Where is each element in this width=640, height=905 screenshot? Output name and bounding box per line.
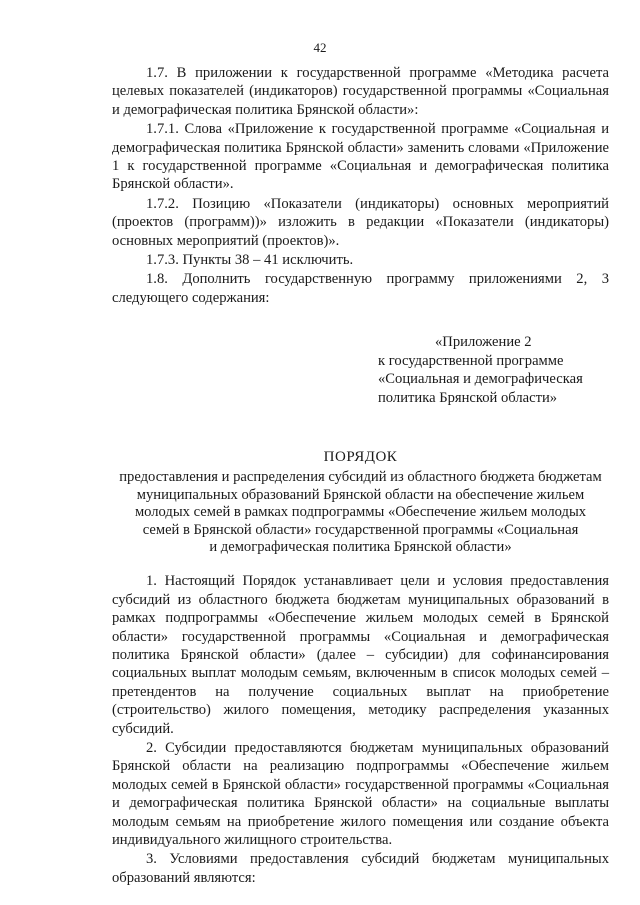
page-number: 42 [313,40,327,55]
appendix-line: к государственной программе [378,352,564,369]
body-paragraph-1: 1. Настоящий Порядок устанавливает цели и условия предоставления субсидий из областного бюджета бюджетам муниципальных образований в рамках подпрограммы «Обеспечение жильем молодых семей в Брянской области» государственной программы «Социальная и демографическая политика Брянской области» (далее – субсидии) для софинансирования социальных выплат молодым семьям, включенным в список молодых семей – претендентов на получение социальных выплат на приобретение (строительство) жилого помещения, методику распределения указанных субсидий. [112,573,609,737]
heading-subtitle-line: и демографическая политика Брянской области» [209,538,512,555]
heading-subtitle-line: муниципальных образований Брянской области на обеспечение жильем [136,486,585,503]
appendix-line: политика Брянской области» [378,389,558,406]
heading-subtitle-line: предоставления и распределения субсидий из областного бюджета бюджетам [119,469,602,486]
heading-title: ПОРЯДОК [323,448,398,465]
heading-subtitle-line: семей в Брянской области» государственной программы «Социальная [142,521,579,538]
appendix-line: «Социальная и демографическая [378,371,583,388]
order-body [112,572,609,887]
order-heading [112,448,609,556]
intro-section [112,64,609,307]
body-paragraph-3: 3. Условиями предоставления субсидий бюджетам муниципальных образований являются: [112,851,609,886]
document-content [112,64,609,887]
paragraph-1-7: 1.7. В приложении к государственной программе «Методика расчета целевых показателей (индикаторов) государственной программы «Социальная и демографическая политика Брянской области»: [112,65,609,118]
appendix-line: «Приложение 2 [435,334,532,351]
paragraph-1-7-3: 1.7.3. Пункты 38 – 41 исключить. [146,252,354,269]
body-paragraph-2: 2. Субсидии предоставляются бюджетам муниципальных образований Брянской области на реализацию подпрограммы «Обеспечение жильем молодых семей в Брянской области» государственной программы «Социальная и демографическая политика Брянской области» на социальные выплаты молодым семьям на приобретение жилого помещения или создание объекта индивидуального жилищного строительства. [112,740,609,849]
paragraph-1-7-2: 1.7.2. Позицию «Показатели (индикаторы) основных мероприятий (проектов (программ))» изложить в редакции «Показатели (индикаторы) основных мероприятий (проектов)». [112,195,609,249]
heading-subtitle-line: молодых семей в рамках подпрограммы «Обеспечение жильем молодых [134,504,587,521]
paragraph-1-7-1: 1.7.1. Слова «Приложение к государственной программе «Социальная и демографическая политика Брянской области» заменить словами «Приложение 1 к государственной программе «Социальная и демографическая политика Брянской области». [112,121,609,193]
appendix-reference [378,333,618,407]
paragraph-1-8: 1.8. Дополнить государственную программу приложениями 2, 3 следующего содержания: [112,271,609,306]
